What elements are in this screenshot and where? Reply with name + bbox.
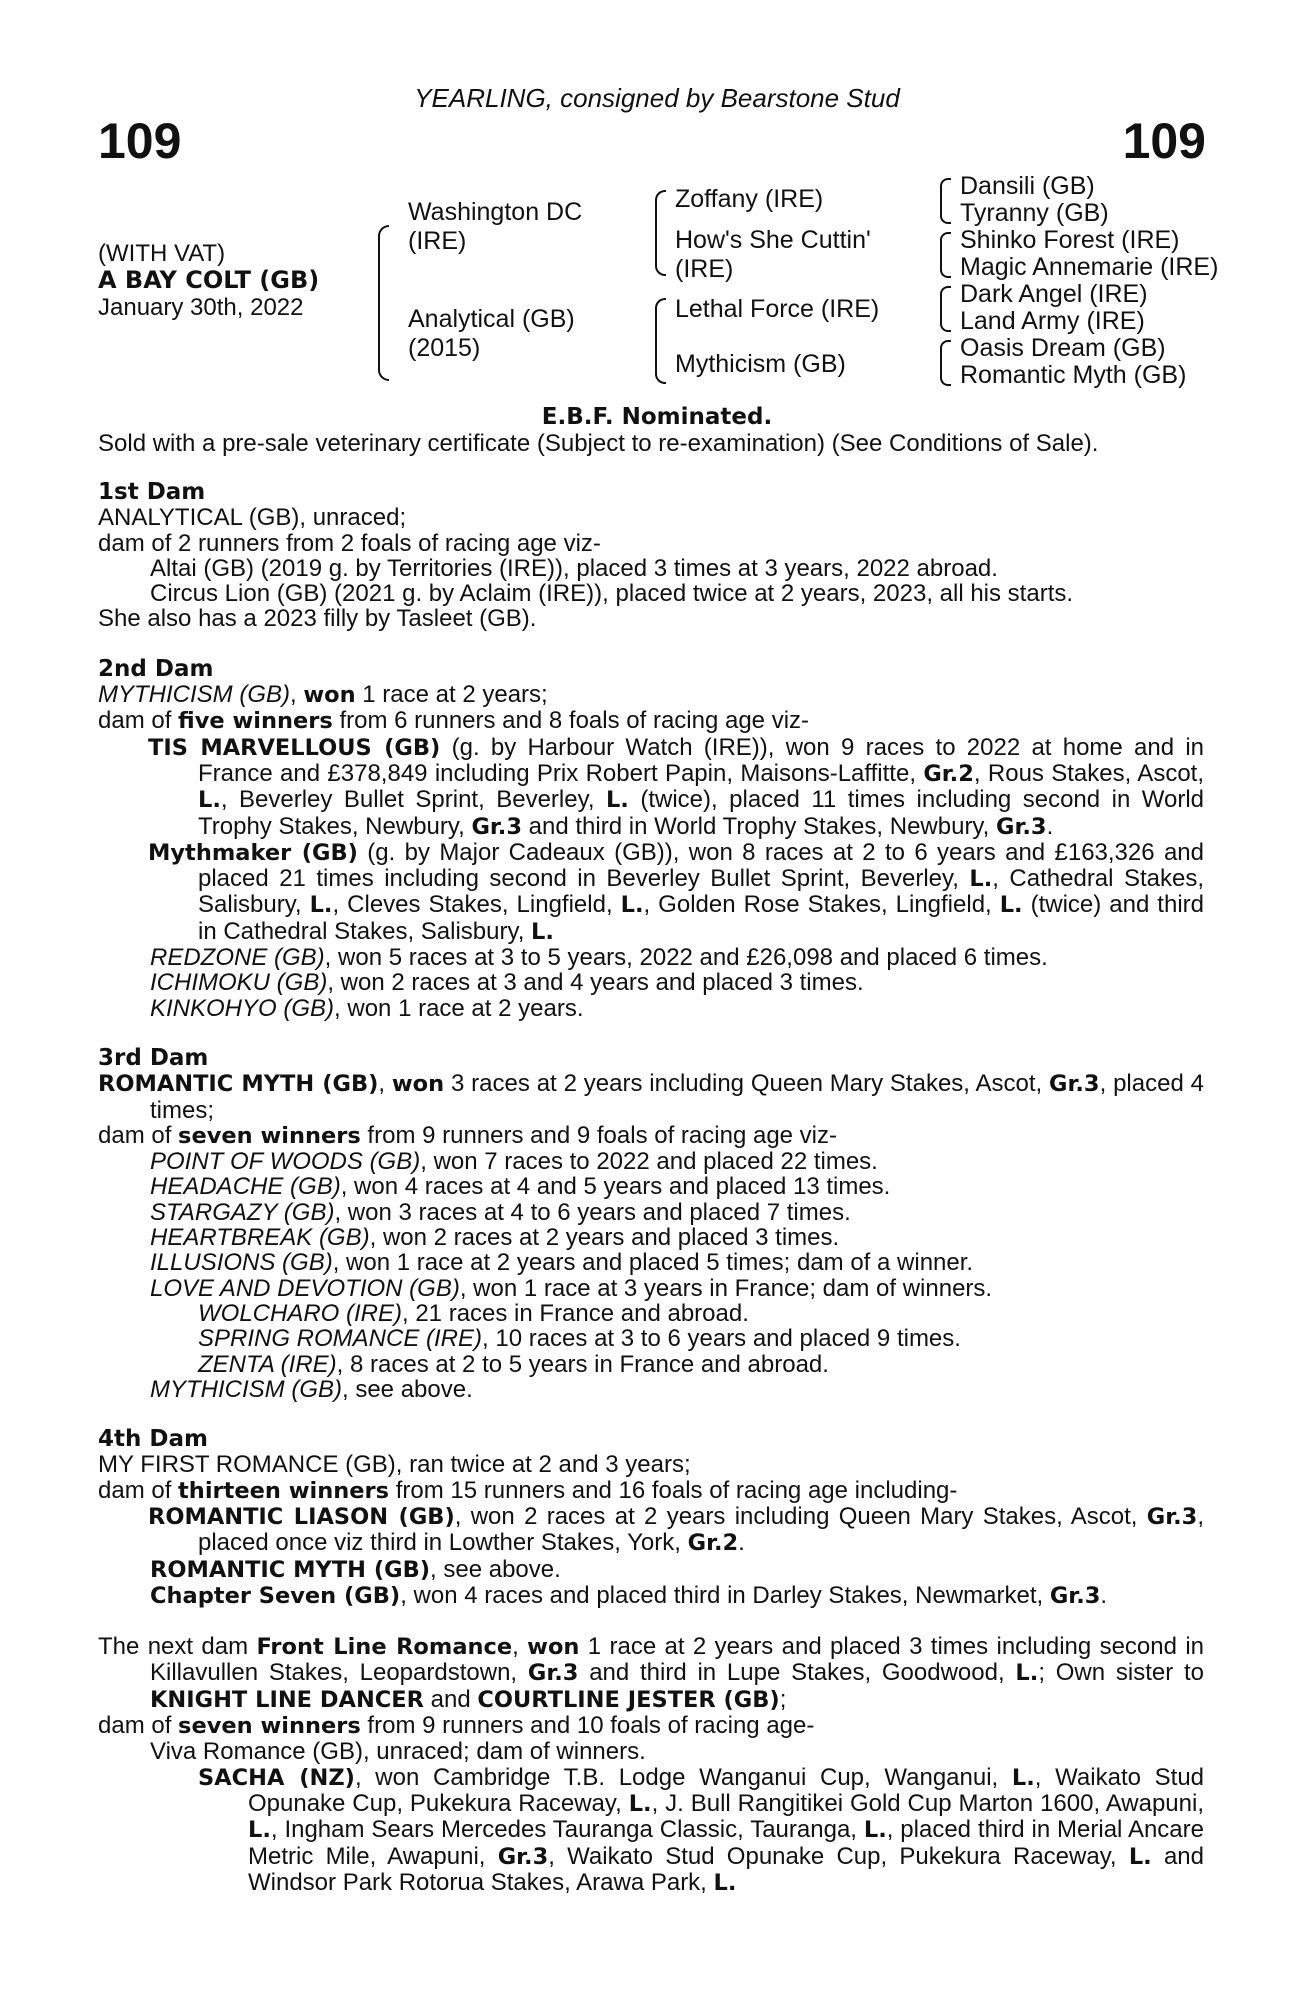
dam1-line2: dam of 2 runners from 2 foals of racing age viz- (98, 529, 601, 557)
lot-number-left: 109 (98, 113, 182, 169)
dam3-dam-of: dam of seven winners from 9 runners and 9 foals of racing age viz- (98, 1121, 838, 1149)
dam2-heading: 2nd Dam (98, 655, 214, 682)
next-dam-viva: Viva Romance (GB), unraced; dam of winners. (150, 1738, 646, 1766)
next-dam-paragraph: The next dam Front Line Romance, won 1 race at 2 years and placed 3 times including second in Killavullen Stakes, Leopardstown, Gr.3 and third in Lupe Stakes, Goodwood, L.; Own sister to KNIGHT LINE DANCER and COURTLINE JESTER (GB); (98, 1633, 1204, 1713)
ebf-nominated: E.B.F. Nominated. (541, 404, 773, 430)
pedigree-brace-3b (940, 232, 951, 278)
catalogue-body (98, 480, 1204, 1896)
vet-certificate-note: Sold with a pre-sale veterinary certificate (Subject to re-examination) (See Conditions of Sale). (98, 430, 1099, 457)
dam1-produce-1: Altai (GB) (2019 g. by Territories (IRE)), placed 3 times at 3 years, 2022 abroad. (150, 554, 998, 582)
dam3-produce: HEADACHE (GB), won 4 races at 4 and 5 years and placed 13 times. (150, 1173, 891, 1201)
dam1-produce-2: Circus Lion (GB) (2021 g. by Aclaim (IRE)), placed twice at 2 years, 2023, all his starts. (150, 580, 1074, 608)
vat-note: (WITH VAT) (98, 240, 226, 267)
sire-sire: Zoffany (IRE) (675, 185, 824, 213)
pedigree-brace-2a (655, 190, 666, 276)
gen3-3: Shinko Forest (IRE) (960, 226, 1180, 254)
dam2-produce-4: ICHIMOKU (GB), won 2 races at 3 and 4 years and placed 3 times. (150, 969, 864, 997)
foaling-date: January 30th, 2022 (98, 294, 304, 321)
dam2-produce-3: REDZONE (GB), won 5 races at 3 to 5 years, 2022 and £26,098 and placed 6 times. (150, 944, 1048, 972)
dam1-line1: ANALYTICAL (GB), unraced; (98, 504, 407, 532)
dam: Analytical (GB) (2015) (408, 305, 575, 362)
dam-sire: Lethal Force (IRE) (675, 295, 880, 323)
dam3-sub-produce: ZENTA (IRE), 8 races at 2 to 5 years in France and abroad. (198, 1350, 829, 1378)
dam4-heading: 4th Dam (98, 1426, 208, 1453)
sire: Washington DC (IRE) (408, 198, 583, 255)
gen3-5: Dark Angel (IRE) (960, 280, 1148, 308)
dam2-produce-5: KINKOHYO (GB), won 1 race at 2 years. (150, 994, 584, 1022)
sire-dam: How's She Cuttin' (IRE) (675, 226, 871, 283)
gen3-6: Land Army (IRE) (960, 307, 1145, 335)
dam3-produce: POINT OF WOODS (GB), won 7 races to 2022 and placed 22 times. (150, 1148, 878, 1176)
gen3-8: Romantic Myth (GB) (960, 361, 1187, 389)
subject-block (98, 240, 319, 321)
dam4-produce-2: ROMANTIC MYTH (GB), see above. (150, 1555, 561, 1583)
gen3-1: Dansili (GB) (960, 172, 1095, 200)
dam1-heading: 1st Dam (98, 479, 206, 505)
dam3-line1: ROMANTIC MYTH (GB), won 3 races at 2 years including Queen Mary Stakes, Ascot, Gr.3, placed 4 times; (98, 1070, 1204, 1124)
dam2-produce-2: Mythmaker (GB) (g. by Major Cadeaux (GB)), won 8 races at 2 to 6 years and £163,326 and placed 21 times including second in Beverley Bullet Sprint, Beverley, L., Cathedral Stakes, Salisbury, L., Cleves Stakes, Lingfield, L., Golden Rose Stakes, Lingfield, L. (twice) and third in Cathedral Stakes, Salisbury, L. (148, 838, 1205, 945)
dam3-sub-produce: SPRING ROMANCE (IRE), 10 races at 3 to 6 years and placed 9 times. (198, 1325, 961, 1353)
pedigree-brace-3d (940, 340, 951, 386)
dam3-produce: STARGAZY (GB), won 3 races at 4 to 6 years and placed 7 times. (150, 1198, 851, 1226)
dam3-heading: 3rd Dam (98, 1044, 209, 1071)
pedigree-brace-2b (655, 298, 666, 384)
dam3-produce: HEARTBREAK (GB), won 2 races at 2 years and placed 3 times. (150, 1224, 840, 1252)
consignment-line: YEARLING, consigned by Bearstone Stud (414, 83, 900, 113)
dam3-produce-last: MYTHICISM (GB), see above. (150, 1375, 473, 1403)
next-dam-sacha: SACHA (NZ), won Cambridge T.B. Lodge Wanganui Cup, Wanganui, L., Waikato Stud Opunake Cup, Pukekura Raceway, L., J. Bull Rangitikei Gold Cup Marton 1600, Awapuni, L., Ingham Sears Mercedes Tauranga Classic, Tauranga, L., placed third in Merial Ancare Metric Mile, Awapuni, Gr.3, Waikato Stud Opunake Cup, Pukekura Raceway, L. and Windsor Park Rotorua Stakes, Arawa Park, L. (198, 1763, 1205, 1896)
dam3-sub-produce: WOLCHARO (IRE), 21 races in France and abroad. (198, 1299, 749, 1327)
dam-dam: Mythicism (GB) (675, 350, 846, 378)
dam4-produce-1: ROMANTIC LIASON (GB), won 2 races at 2 years including Queen Mary Stakes, Ascot, Gr.3, placed once viz third in Lowther Stakes, York, Gr.2. (148, 1502, 1204, 1557)
third-generation (960, 173, 1218, 389)
dam1-line3: She also has a 2023 filly by Tasleet (GB). (98, 605, 537, 633)
dam2-line1: MYTHICISM (GB), won 1 race at 2 years; (98, 681, 548, 709)
gen3-2: Tyranny (GB) (960, 199, 1109, 227)
pedigree-brace-3a (940, 178, 951, 224)
pedigree-brace-3c (940, 286, 951, 332)
dam3-produce: LOVE AND DEVOTION (GB), won 1 race at 3 years in France; dam of winners. (150, 1274, 993, 1302)
colt-name: A BAY COLT (GB) (98, 266, 320, 294)
dam4-line1: MY FIRST ROMANCE (GB), ran twice at 2 and 3 years; (98, 1451, 691, 1479)
pedigree-brace-1 (378, 225, 389, 381)
gen3-7: Oasis Dream (GB) (960, 334, 1166, 362)
lot-number-right: 109 (1122, 113, 1206, 169)
dam4-produce-3: Chapter Seven (GB), won 4 races and placed third in Darley Stakes, Newmarket, Gr.3. (150, 1581, 1108, 1609)
next-dam-dam-of: dam of seven winners from 9 runners and 10 foals of racing age- (98, 1712, 815, 1740)
dam2-dam-of: dam of five winners from 6 runners and 8 foals of racing age viz- (98, 707, 810, 735)
dam2-produce-1: TIS MARVELLOUS (GB) (g. by Harbour Watch (IRE)), won 9 races to 2022 at home and in France and £378,849 including Prix Robert Papin, Maisons-Laffitte, Gr.2, Rous Stakes, Ascot, L., Beverley Bullet Sprint, Beverley, L. (twice), placed 11 times including second in World Trophy Stakes, Newbury, Gr.3 and third in World Trophy Stakes, Newbury, Gr.3. (148, 733, 1204, 840)
dam4-dam-of: dam of thirteen winners from 15 runners and 16 foals of racing age including- (98, 1476, 958, 1504)
gen3-4: Magic Annemarie (IRE) (960, 253, 1219, 281)
dam3-produce: ILLUSIONS (GB), won 1 race at 2 years and placed 5 times; dam of a winner. (150, 1249, 974, 1277)
